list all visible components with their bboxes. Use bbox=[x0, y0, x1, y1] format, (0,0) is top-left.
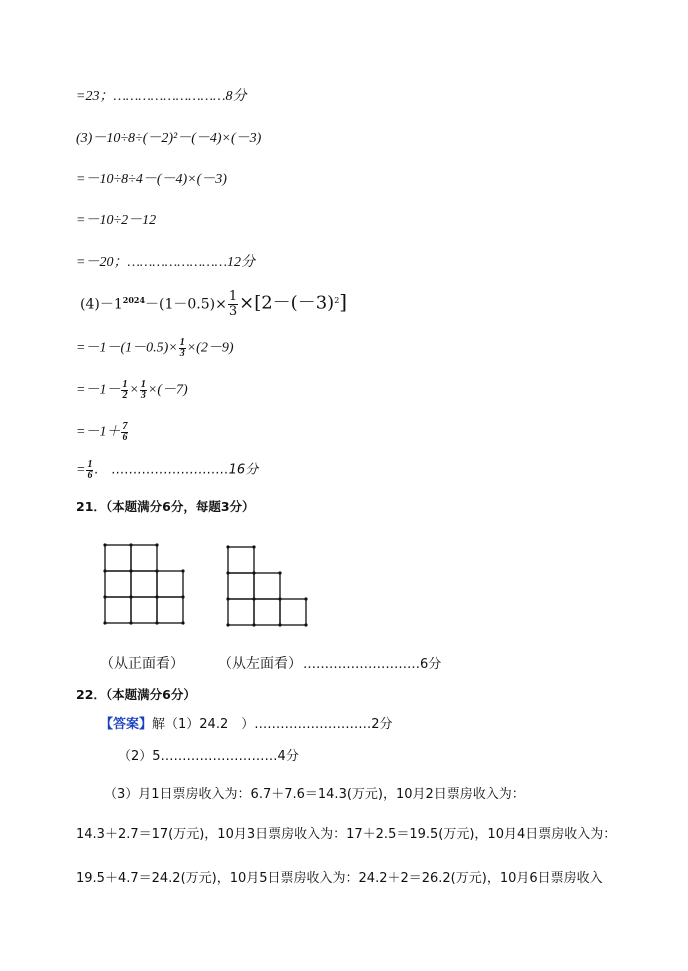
left-view-caption: （从左面看） bbox=[218, 656, 302, 672]
p4-part-a: (4)－1 bbox=[80, 296, 123, 313]
fraction-one-sixth: $\frac{1}{6}$ bbox=[87, 459, 93, 481]
q22-part1-text: 解（1）24.2 ）………………………2分 bbox=[152, 717, 393, 732]
step4b-right: ×(－7) bbox=[147, 382, 188, 398]
fraction-one-third: $\frac{1}{3}$ bbox=[228, 289, 238, 319]
step4b-times: × bbox=[129, 382, 139, 398]
line-step-4a bbox=[76, 338, 234, 359]
fraction-one-half: $\frac{1}{2}$ bbox=[122, 379, 128, 401]
answer-tag: 【答案】 bbox=[100, 717, 153, 732]
line-step-3b: =－10÷2－12 bbox=[76, 213, 157, 228]
line-step-4c bbox=[76, 422, 129, 443]
p4-exponent2: 2 bbox=[334, 295, 340, 305]
front-view-caption: （从正面看） bbox=[100, 656, 184, 672]
p4-part-c: ×[2－(－3) bbox=[239, 292, 335, 314]
line-result-minus20: =－20；……………………12分 bbox=[76, 255, 256, 270]
left-view-grid bbox=[223, 542, 313, 630]
step4b-left: =－1－ bbox=[76, 382, 121, 398]
line-problem-4 bbox=[80, 290, 347, 319]
fraction-one-third-b: $\frac{1}{3}$ bbox=[179, 337, 185, 359]
step4c-left: =－1＋ bbox=[76, 424, 121, 440]
q21-score: ………………………6分 bbox=[303, 657, 442, 672]
fraction-one-third-c: $\frac{1}{3}$ bbox=[140, 379, 146, 401]
step4a-left: =－1－(1－0.5)× bbox=[76, 340, 178, 356]
q22-part2: （2）5………………………4分 bbox=[118, 749, 299, 764]
q22-title: 22．（本题满分6分） bbox=[76, 687, 196, 702]
fraction-seven-sixths: $\frac{7}{6}$ bbox=[122, 421, 128, 443]
line-problem-3: (3)－10÷8÷(－2)²－(－4)×(－3) bbox=[76, 131, 262, 146]
line-final-result bbox=[76, 460, 258, 481]
final-equals: = bbox=[76, 462, 86, 478]
q22-part1 bbox=[100, 716, 393, 734]
q22-part3-line1: （3）月1日票房收入为：6.7＋7.6＝14.3(万元)，10月2日票房收入为： bbox=[104, 787, 525, 802]
final-score: . ………………………16分 bbox=[94, 462, 259, 478]
q21-title: 21．（本题满分6分，每题3分） bbox=[76, 499, 255, 514]
line-step-3a: =－10÷8÷4－(－4)×(－3) bbox=[76, 172, 227, 187]
front-view-grid bbox=[100, 540, 190, 628]
step4a-right: ×(2－9) bbox=[186, 340, 234, 356]
q22-part3-line2: 14.3＋2.7＝17(万元)，10月3日票房收入为：17＋2.5＝19.5(万元)，10月4日票房收入为： bbox=[76, 827, 617, 842]
line-step-4b bbox=[76, 380, 188, 401]
line-result-23: =23；………………………8分 bbox=[76, 89, 247, 104]
p4-part-b: －(1－0.5)× bbox=[145, 296, 227, 313]
p4-exponent: 2024 bbox=[122, 294, 146, 305]
q22-part3-line3: 19.5＋4.7＝24.2(万元)，10月5日票房收入为：24.2＋2＝26.2(万元)，10月6日票房收入 bbox=[76, 871, 603, 886]
p4-part-d: ] bbox=[339, 289, 348, 314]
